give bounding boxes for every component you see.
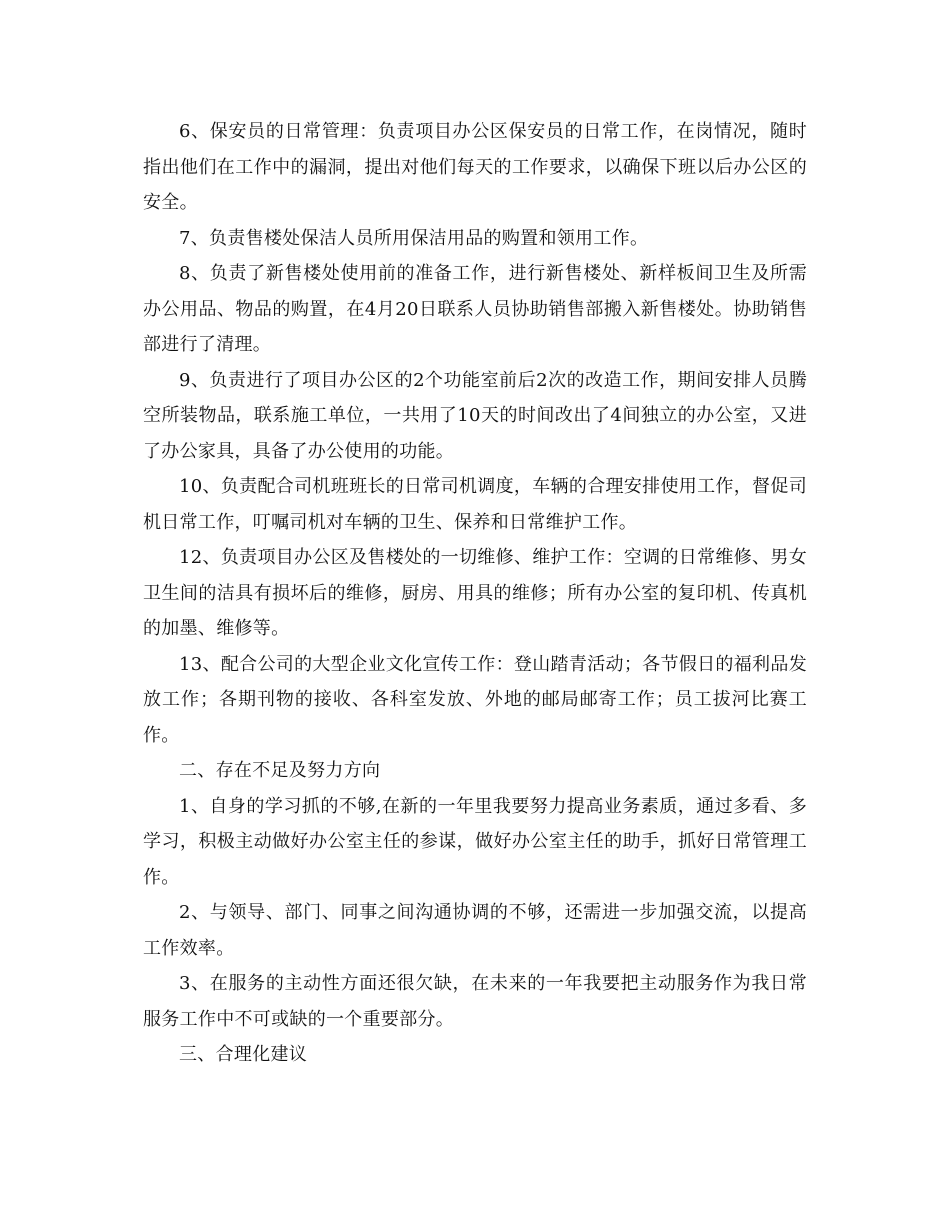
section-heading-suggestions: 三、合理化建议 (179, 1044, 308, 1065)
paragraph-item-6: 6、保安员的日常管理：负责项目办公区保安员的日常工作，在岗情况，随时指出他们在工作中的漏洞，提出对他们每天的工作要求，以确保下班以后办公区的安全。 (143, 121, 807, 213)
paragraph-item-13: 13、配合公司的大型企业文化宣传工作：登山踏青活动；各节假日的福利品发放工作；各期刊物的接收、各科室发放、外地的邮局邮寄工作；员工拔河比赛工作。 (143, 653, 807, 746)
section-heading-shortcomings: 二、存在不足及努力方向 (179, 760, 381, 781)
paragraph-item-8: 8、负责了新售楼处使用前的准备工作，进行新售楼处、新样板间卫生及所需办公用品、物品的购置，在4月20日联系人员协助销售部搬入新售楼处。协助销售部进行了清理。 (143, 263, 807, 355)
paragraph-improvement-2: 2、与领导、部门、同事之间沟通协调的不够，还需进一步加强交流，以提高工作效率。 (143, 902, 807, 959)
document-body (143, 114, 807, 1073)
paragraph-improvement-3: 3、在服务的主动性方面还很欠缺，在未来的一年我要把主动服务作为我日常服务工作中不可或缺的一个重要部分。 (143, 973, 807, 1030)
paragraph-item-10: 10、负责配合司机班班长的日常司机调度，车辆的合理安排使用工作，督促司机日常工作，叮嘱司机对车辆的卫生、保养和日常维护工作。 (143, 476, 807, 533)
paragraph-improvement-1: 1、自身的学习抓的不够,在新的一年里我要努力提高业务素质，通过多看、多学习，积极主动做好办公室主任的参谋，做好办公室主任的助手，抓好日常管理工作。 (143, 795, 807, 888)
paragraph-item-12: 12、负责项目办公区及售楼处的一切维修、维护工作：空调的日常维修、男女卫生间的洁具有损坏后的维修，厨房、用具的维修；所有办公室的复印机、传真机的加墨、维修等。 (143, 547, 807, 639)
paragraph-item-7: 7、负责售楼处保洁人员所用保洁用品的购置和领用工作。 (179, 227, 649, 249)
paragraph-item-9: 9、负责进行了项目办公区的2个功能室前后2次的改造工作，期间安排人员腾空所装物品，联系施工单位，一共用了10天的时间改出了4间独立的办公室，又进了办公家具，具备了办公使用的功能。 (143, 369, 807, 462)
